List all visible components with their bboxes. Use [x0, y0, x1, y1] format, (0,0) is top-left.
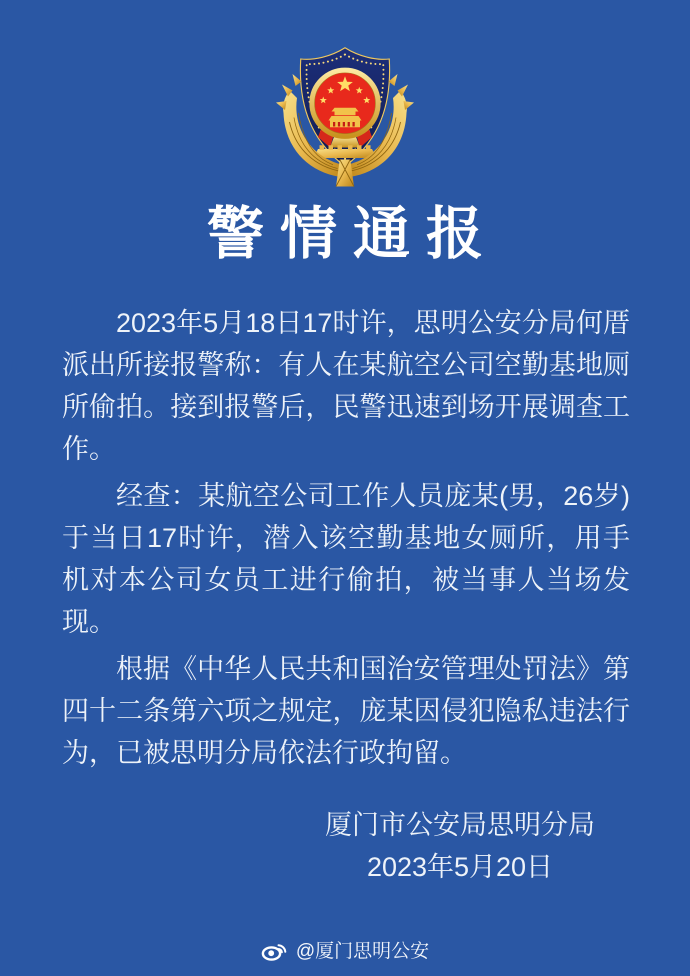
notice-title: 警情通报: [207, 202, 499, 266]
police-emblem-icon: [270, 38, 420, 188]
paragraph-penalty: 根据《中华人民共和国治安管理处罚法》第四十二条第六项之规定，庞某因侵犯隐私违法行为，已被思明分局依法行政拘留。: [62, 654, 630, 768]
weibo-icon: [261, 938, 288, 961]
notice-body: [62, 302, 630, 774]
footer: [0, 936, 690, 963]
paragraph-investigation: 经查：某航空公司工作人员庞某(男，26岁)于当日17时许，潜入该空勤基地女厕所，用手机对本公司女员工进行偷拍，被当事人当场发现。: [62, 481, 630, 637]
paragraph-incident-report: 2023年5月18日17时许，思明公安分局何厝派出所接报警称：有人在某航空公司空勤基地厕所偷拍。接到报警后，民警迅速到场开展调查工作。: [62, 308, 630, 464]
issuing-agency: 厦门市公安局思明分局: [325, 810, 595, 840]
signature-block: [325, 804, 595, 888]
weibo-handle: @厦门思明公安: [295, 941, 430, 962]
issue-date: 2023年5月20日: [366, 852, 554, 882]
